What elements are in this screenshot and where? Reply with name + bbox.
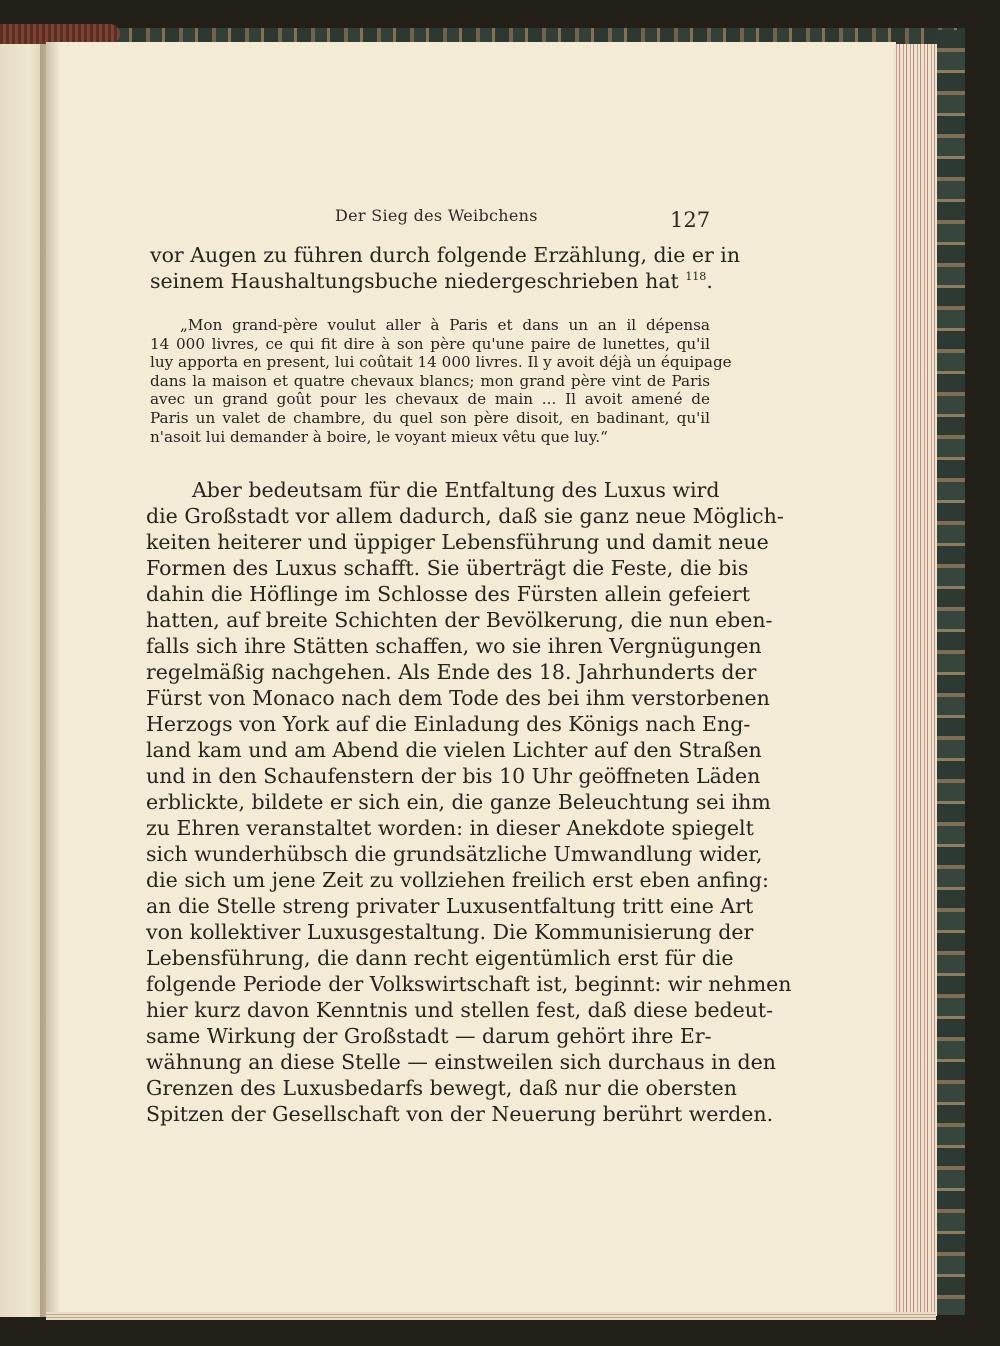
running-title: Der Sieg des Weibchens [335, 206, 538, 225]
quote-line: „Mon grand-père voulut aller à Paris et dans un an il dépensa [180, 316, 710, 334]
quote-line: 14 000 livres, ce qui fit dire à son père qu'une paire de lunettes, qu'il [150, 334, 710, 353]
body-line: Herzogs von York auf die Einladung des Königs nach Eng- [146, 712, 751, 736]
body-line: an die Stelle streng privater Luxusentfaltung tritt eine Art [146, 894, 754, 918]
body-line: hatten, auf breite Schichten der Bevölkerung, die nun eben- [146, 608, 773, 632]
body-line: same Wirkung der Großstadt — darum gehört ihre Er- [146, 1024, 712, 1048]
bookmark-ribbon [0, 24, 120, 44]
gutter-shadow [40, 42, 60, 1317]
body-line: Spitzen der Gesellschaft von der Neuerung berührt werden. [146, 1102, 774, 1126]
lead-line-tail: . [706, 269, 713, 293]
quote-line: dans la maison et quatre chevaux blancs; mon grand père vint de Paris [150, 371, 710, 390]
page-bottom-edge [46, 1312, 936, 1320]
body-line: von kollektiver Luxusgestaltung. Die Kommunisierung der [146, 920, 754, 944]
quote-line: n'asoit lui demander à boire, le voyant mieux vêtu que luy.“ [150, 427, 608, 446]
quote-line: Paris un valet de chambre, du quel son père disoit, en badinant, qu'il [150, 408, 710, 427]
page-number: 127 [670, 208, 711, 232]
body-line: dahin die Höflinge im Schlosse des Fürsten allein gefeiert [146, 582, 750, 606]
lead-paragraph [150, 242, 741, 294]
body-line: wähnung an diese Stelle — einstweilen sich durchaus in den [146, 1050, 776, 1074]
body-line: und in den Schaufenstern der bis 10 Uhr geöffneten Läden [146, 764, 761, 788]
quote-line: luy apporta en present, lui coûtait 14 000 livres. Il y avoit déjà un équipage [150, 353, 732, 372]
book-page [46, 42, 896, 1317]
body-line: die sich um jene Zeit zu vollziehen freilich erst eben anfing: [146, 868, 769, 892]
body-line: Fürst von Monaco nach dem Tode des bei ihm verstorbenen [146, 686, 770, 710]
running-header [46, 200, 896, 240]
lead-line-text: seinem Haushaltungsbuche niedergeschrieben hat [150, 269, 679, 293]
body-paragraph [146, 477, 792, 1127]
body-line: Formen des Luxus schafft. Sie überträgt die Feste, die bis [146, 556, 749, 580]
body-line: keiten heiterer und üppiger Lebensführung und damit neue [146, 530, 769, 554]
body-line: Grenzen des Luxusbedarfs bewegt, daß nur die obersten [146, 1076, 737, 1100]
body-line: land kam und am Abend die vielen Lichter auf den Straßen [146, 738, 762, 762]
body-line: zu Ehren veranstaltet worden: in dieser Anekdote spiegelt [146, 816, 754, 840]
body-line: erblickte, bildete er sich ein, die ganze Beleuchtung sei ihm [146, 790, 771, 814]
body-line: hier kurz davon Kenntnis und stellen fest, daß diese bedeut- [146, 998, 774, 1022]
page-fore-edge [893, 44, 937, 1316]
quote-line: avec un grand goût pour les chevaux de main ... Il avoit amené de [150, 390, 710, 409]
french-quotation [150, 316, 732, 446]
body-line: Aber bedeutsam für die Entfaltung des Luxus wird [192, 478, 720, 502]
body-line: folgende Periode der Volkswirtschaft ist, beginnt: wir nehmen [146, 972, 792, 996]
cloth-binding-right [935, 30, 965, 1315]
body-line: sich wunderhübsch die grundsätzliche Umwandlung wider, [146, 842, 763, 866]
body-line: falls sich ihre Stätten schaffen, wo sie ihren Vergnügungen [146, 634, 762, 658]
footnote-reference: 118 [685, 270, 707, 284]
body-line: die Großstadt vor allem dadurch, daß sie ganz neue Möglich- [146, 504, 784, 528]
body-line: regelmäßig nachgehen. Als Ende des 18. Jahrhunderts der [146, 660, 757, 684]
lead-line [150, 268, 713, 294]
body-line: Lebensführung, die dann recht eigentümlich erst für die [146, 946, 734, 970]
lead-line: vor Augen zu führen durch folgende Erzählung, die er in [150, 243, 741, 267]
